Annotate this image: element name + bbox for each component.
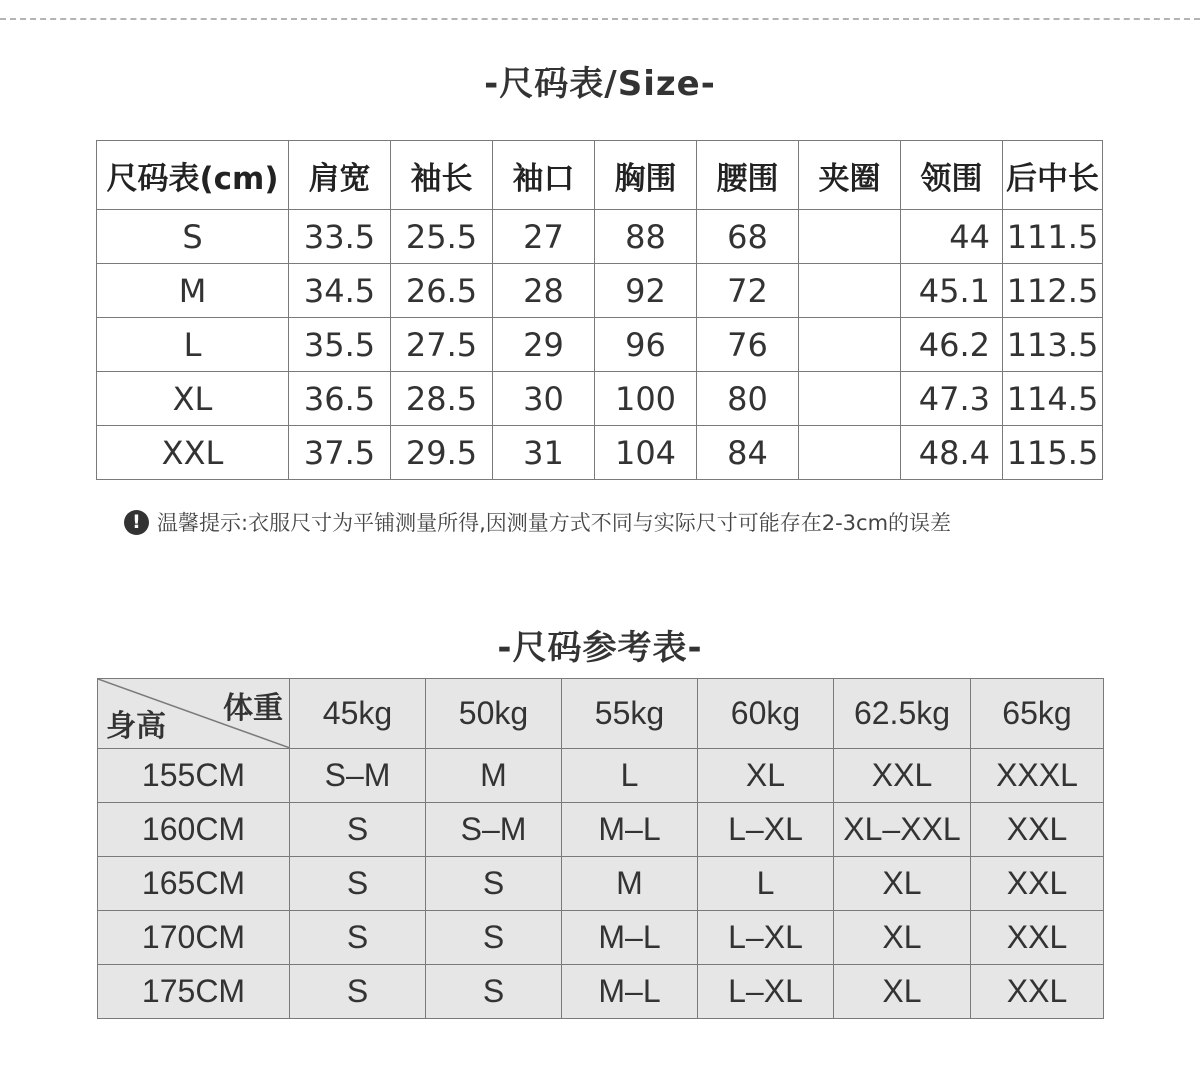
table-cell: XL–XXL [834,803,971,857]
table-row [97,264,1103,318]
table-cell: 88 [595,210,697,264]
table-cell: 33.5 [289,210,391,264]
corner-header-cell [98,679,290,749]
size-label-cell: XXL [97,426,289,480]
header-cell: 肩宽 [289,141,391,210]
table-cell: 27 [493,210,595,264]
header-cell: 领围 [901,141,1003,210]
table-cell: 47.3 [901,372,1003,426]
table-cell: L [698,857,834,911]
table-cell: L [562,749,698,803]
weight-corner-label: 体重 [223,691,283,726]
height-corner-label: 身高 [106,709,166,744]
table-cell: XXXL [971,749,1104,803]
table-cell: L–XL [698,803,834,857]
table-cell: 36.5 [289,372,391,426]
table-cell: XXL [971,803,1104,857]
table-cell: 114.5 [1003,372,1103,426]
table-cell: 30 [493,372,595,426]
header-cell: 后中长 [1003,141,1103,210]
size-chart-header-row [97,141,1103,210]
table-cell: XL [834,911,971,965]
weight-header-cell: 50kg [426,679,562,749]
table-cell: 28.5 [391,372,493,426]
top-dashed-divider [0,18,1200,20]
table-cell: M–L [562,803,698,857]
table-row [98,803,1104,857]
size-label-cell: M [97,264,289,318]
table-cell: 34.5 [289,264,391,318]
table-cell [799,264,901,318]
weight-header-cell: 65kg [971,679,1104,749]
table-row [98,749,1104,803]
table-cell: 31 [493,426,595,480]
table-cell: 48.4 [901,426,1003,480]
table-cell: L–XL [698,911,834,965]
size-label-cell: L [97,318,289,372]
table-cell: 113.5 [1003,318,1103,372]
height-label-cell: 165CM [98,857,290,911]
table-row [98,965,1104,1019]
table-cell: M [562,857,698,911]
header-cell: 胸围 [595,141,697,210]
table-cell: XXL [971,965,1104,1019]
table-cell: S [290,857,426,911]
table-cell: S–M [426,803,562,857]
reference-chart-table [97,678,1104,1019]
table-cell [799,372,901,426]
table-cell: 68 [697,210,799,264]
table-cell: 96 [595,318,697,372]
size-label-cell: XL [97,372,289,426]
table-cell: 72 [697,264,799,318]
header-cell: 夹圈 [799,141,901,210]
table-row [97,210,1103,264]
table-cell: XXL [834,749,971,803]
table-row [98,911,1104,965]
table-cell: XXL [971,911,1104,965]
size-label-cell: S [97,210,289,264]
table-cell: 100 [595,372,697,426]
table-cell: M–L [562,965,698,1019]
reference-header-row [98,679,1104,749]
table-cell: 80 [697,372,799,426]
table-cell: 92 [595,264,697,318]
table-cell: 35.5 [289,318,391,372]
table-cell: S [290,803,426,857]
table-cell: XL [834,965,971,1019]
header-cell: 腰围 [697,141,799,210]
measurement-tip [124,508,951,536]
table-row [98,857,1104,911]
height-label-cell: 160CM [98,803,290,857]
table-cell: 29 [493,318,595,372]
table-cell: S [426,857,562,911]
exclamation-icon: ! [124,510,149,535]
table-cell: XXL [971,857,1104,911]
table-cell: S [426,965,562,1019]
table-cell: 112.5 [1003,264,1103,318]
table-cell: S–M [290,749,426,803]
weight-header-cell: 60kg [698,679,834,749]
table-cell: 84 [697,426,799,480]
table-cell [799,210,901,264]
size-chart-table [96,140,1103,480]
height-label-cell: 155CM [98,749,290,803]
table-row [97,372,1103,426]
height-label-cell: 175CM [98,965,290,1019]
reference-chart-title: -尺码参考表- [497,628,703,668]
header-cell: 尺码表(cm) [97,141,289,210]
table-cell: S [426,911,562,965]
table-cell: 29.5 [391,426,493,480]
table-cell: S [290,965,426,1019]
table-cell: S [290,911,426,965]
table-cell: 44 [901,210,1003,264]
table-cell: M [426,749,562,803]
table-cell: M–L [562,911,698,965]
table-cell [799,426,901,480]
table-row [97,318,1103,372]
weight-header-cell: 55kg [562,679,698,749]
size-chart-title: -尺码表/Size- [484,64,716,104]
height-label-cell: 170CM [98,911,290,965]
table-cell: XL [698,749,834,803]
table-cell: XL [834,857,971,911]
header-cell: 袖口 [493,141,595,210]
table-cell [799,318,901,372]
table-cell: 45.1 [901,264,1003,318]
table-cell: 37.5 [289,426,391,480]
tip-text: 温馨提示:衣服尺寸为平铺测量所得,因测量方式不同与实际尺寸可能存在2-3cm的误差 [157,511,952,535]
table-cell: 28 [493,264,595,318]
table-cell: 76 [697,318,799,372]
table-cell: 115.5 [1003,426,1103,480]
table-cell: L–XL [698,965,834,1019]
header-cell: 袖长 [391,141,493,210]
table-cell: 46.2 [901,318,1003,372]
weight-header-cell: 62.5kg [834,679,971,749]
table-row [97,426,1103,480]
table-cell: 111.5 [1003,210,1103,264]
table-cell: 27.5 [391,318,493,372]
table-cell: 26.5 [391,264,493,318]
table-cell: 104 [595,426,697,480]
weight-header-cell: 45kg [290,679,426,749]
table-cell: 25.5 [391,210,493,264]
